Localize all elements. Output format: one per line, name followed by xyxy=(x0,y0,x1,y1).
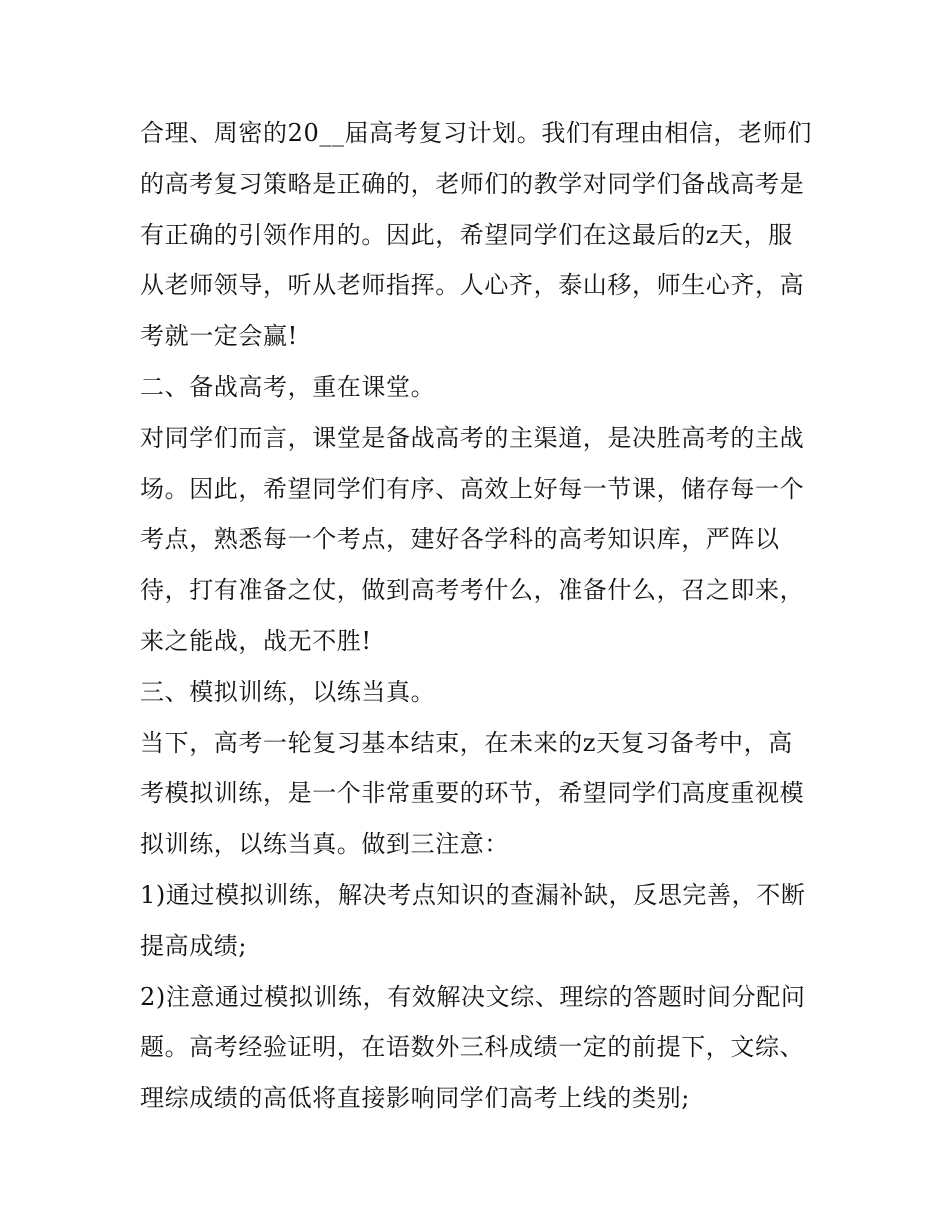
list-item-line: 1)通过模拟训练，解决考点知识的查漏补缺，反思完善，不断 xyxy=(140,880,806,909)
text-line: 考点，熟悉每一个考点，建好各学科的高考知识库，严阵以 xyxy=(140,525,780,554)
text-line: 场。因此，希望同学们有序、高效上好每一节课，储存每一个 xyxy=(140,474,805,503)
section-heading: 二、备战高考，重在课堂。 xyxy=(140,372,436,401)
text-line: 当下，高考一轮复习基本结束，在未来的z天复习备考中，高 xyxy=(140,728,793,757)
list-item-line: 理综成绩的高低将直接影响同学们高考上线的类别; xyxy=(140,1084,690,1113)
text-line: 对同学们而言，课堂是备战高考的主渠道，是决胜高考的主战 xyxy=(140,423,805,452)
text-line: 有正确的引领作用的。因此，希望同学们在这最后的z天，服 xyxy=(140,220,793,249)
text-line: 考就一定会赢! xyxy=(140,322,298,351)
text-line: 的高考复习策略是正确的，老师们的教学对同学们备战高考是 xyxy=(140,169,805,198)
list-item-line: 2)注意通过模拟训练，有效解决文综、理综的答题时间分配问 xyxy=(140,982,806,1011)
text-line: 考模拟训练，是一个非常重要的环节，希望同学们高度重视模 xyxy=(140,779,805,808)
document-body xyxy=(140,108,815,1124)
text-line: 合理、周密的20__届高考复习计划。我们有理由相信，老师们 xyxy=(140,119,812,147)
list-item-line: 题。高考经验证明，在语数外三科成绩一定的前提下，文综、 xyxy=(140,1033,805,1062)
section-heading: 三、模拟训练，以练当真。 xyxy=(140,677,436,706)
list-item-line: 提高成绩; xyxy=(140,931,248,960)
text-line: 来之能战，战无不胜! xyxy=(140,626,372,655)
text-line: 待，打有准备之仗，做到高考考什么，准备什么，召之即来， xyxy=(140,576,805,605)
text-line: 拟训练，以练当真。做到三注意： xyxy=(140,830,509,859)
text-line: 从老师领导，听从老师指挥。人心齐，泰山移，师生心齐，高 xyxy=(140,271,805,300)
